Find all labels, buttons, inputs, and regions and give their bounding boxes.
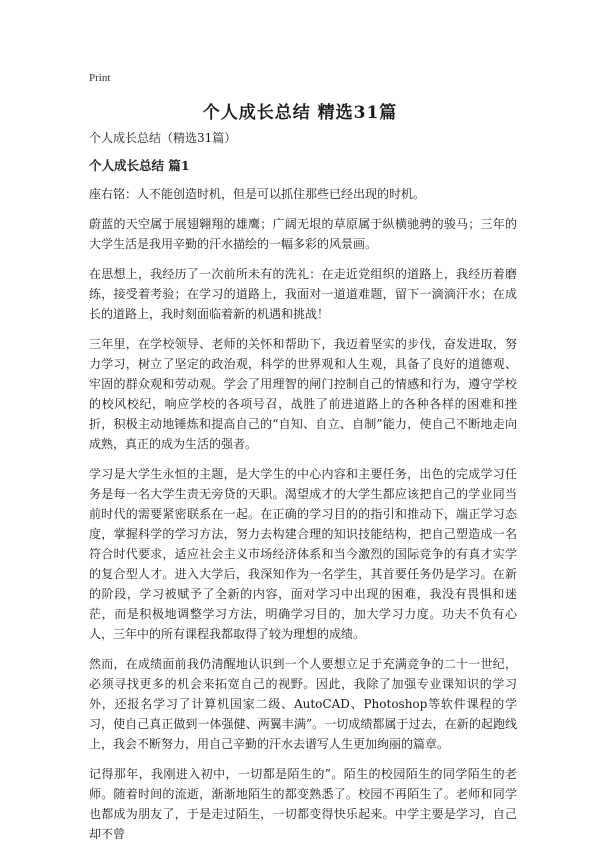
- document-title: 个人成长总结 精选31篇: [202, 103, 398, 123]
- document-body: [89, 128, 517, 854]
- paragraph: 学习是大学生永恒的主题，是大学生的中心内容和主要任务，出色的完成学习任务是每一名大学生责无旁贷的天职。渴望成才的大学生都应该把自己的学业同当前时代的需要紧密联系在一起。在正确的学习目的的指引和推动下，端正学习态度，掌握科学的学习方法，努力去构建合理的知识技能结构，把自己塑造成一名符合时代要求，适应社会主义市场经济体系和当今激烈的国际竞争的有真才实学的复合型人才。进入大学后，我深知作为一名学生，其首要任务仍是学习。在新的阶段，学习被赋予了全新的内容，面对学习中出现的困难，我没有畏惧和迷茫，而是积极地调整学习方法，明确学习目的，加大学习力度。功夫不负有心人，三年中的所有课程我都取得了较为理想的成绩。: [89, 467, 517, 641]
- section-heading: 个人成长总结 篇1: [89, 158, 190, 173]
- print-label: Print: [89, 72, 111, 84]
- paragraph-motto: 座右铭：人不能创造时机，但是可以抓住那些已经出现的时机。: [89, 187, 426, 201]
- paragraph: 然而，在成绩面前我仍清醒地认识到一个人要想立足于充满竞争的二十一世纪，必须寻找更多的机会来拓宽自己的视野。因此，我除了加强专业课知识的学习外，还报名学习了计算机国家二级、AutoCAD、Photoshop等软件课程的学习，使自己真正做到一体强健、两翼丰满”。一切成绩都属于过去，在新的起跑线上，我会不断努力，用自己辛勤的汗水去谱写人生更加绚丽的篇章。: [89, 657, 517, 751]
- paragraph: 记得那年，我刚进入初中，一切都是陌生的”。陌生的校园陌生的同学陌生的老师。随着时间的流逝，渐渐地陌生的都变熟悉了。校园不再陌生了。老师和同学也都成为朋友了，于是走过陌生，一切都变得快乐起来。中学主要是学习，自己却不曾: [89, 767, 517, 841]
- paragraph: 蔚蓝的天空属于展翅翱翔的雄鹰；广阔无垠的草原属于纵横驰骋的骏马；三年的大学生活是我用辛勤的汗水描绘的一幅多彩的风景画。: [89, 217, 517, 251]
- document-subtitle: 个人成长总结（精选31篇）: [89, 131, 237, 145]
- paragraph: 在思想上，我经历了一次前所未有的洗礼：在走近党组织的道路上，我经历着磨练，接受着考验；在学习的道路上，我面对一道道难题，留下一滴滴汗水；在成长的道路上，我时刻面临着新的机遇和挑战！: [89, 267, 517, 321]
- paragraph: 三年里，在学校领导、老师的关怀和帮助下，我迈着坚实的步伐，奋发进取，努力学习，树立了坚定的政治观，科学的世界观和人生观，具备了良好的道德观、牢固的群众观和劳动观。学会了用理智的闸门控制自己的情感和行为，遵守学校的校风校纪，响应学校的各项号召，战胜了前进道路上的各种各样的困难和挫折，积极主动地锤炼和提高自己的“自知、自立、自制”能力，使自己不断地走向成熟，真正的成为生活的强者。: [89, 337, 517, 451]
